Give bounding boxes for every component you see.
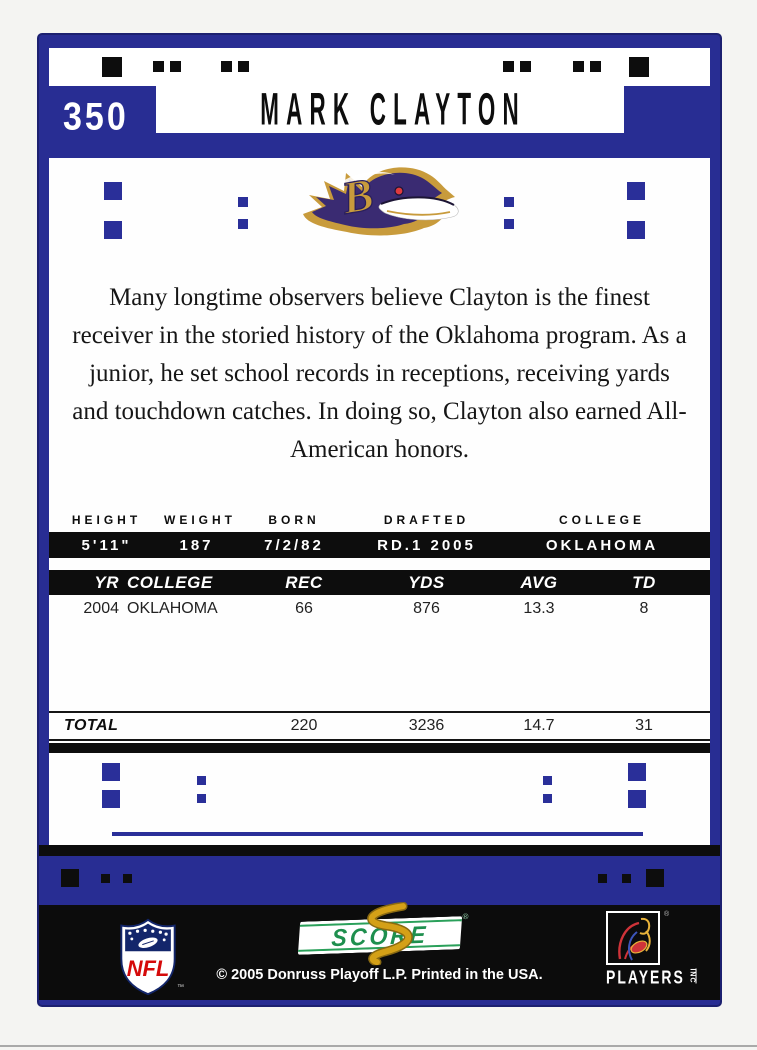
- players-inc-figure-icon: [606, 911, 670, 965]
- score-logo-text: SCORE: [330, 920, 429, 951]
- deco-square: [101, 874, 110, 883]
- deco-square: [573, 61, 584, 72]
- deco-square: [102, 790, 120, 808]
- players-registered-mark: ®: [664, 911, 670, 918]
- bio-value-college: OKLAHOMA: [545, 536, 659, 554]
- deco-square: [627, 182, 645, 200]
- stats-total-row: [49, 714, 710, 738]
- trading-card-back: [37, 33, 722, 1007]
- deco-square: [520, 61, 531, 72]
- stats-header-rec: REC: [285, 572, 323, 592]
- thick-black-bar: [49, 743, 710, 753]
- stat-avg: 13.3: [523, 600, 555, 617]
- footer-bar: [39, 905, 720, 1000]
- players-logo-text: PLAYERS: [606, 966, 685, 988]
- total-yds: 3236: [408, 717, 445, 734]
- total-label: TOTAL: [64, 717, 119, 734]
- total-divider-bottom: [49, 739, 710, 741]
- deco-square: [504, 219, 514, 229]
- nfl-shield-icon: [116, 917, 180, 1002]
- deco-square: [123, 874, 132, 883]
- stat-college: OKLAHOMA: [127, 600, 218, 617]
- score-registered-mark: ®: [461, 911, 469, 922]
- bio-header-row: [49, 510, 710, 530]
- bio-header-weight: WEIGHT: [164, 513, 236, 527]
- deco-square: [628, 790, 646, 808]
- deco-square: [153, 61, 164, 72]
- stats-header-college: COLLEGE: [127, 572, 213, 592]
- stats-header-td: TD: [632, 572, 656, 592]
- bio-header-drafted: DRAFTED: [383, 513, 470, 527]
- black-divider-bar: [39, 845, 720, 856]
- total-divider-top: [49, 711, 710, 713]
- deco-square: [61, 869, 79, 887]
- players-inc-text: INC: [688, 968, 696, 984]
- blue-rule: [112, 832, 643, 836]
- players-wordmark: [606, 966, 716, 988]
- deco-square: [238, 197, 248, 207]
- stat-rec: 66: [295, 600, 313, 617]
- stats-header-yds: YDS: [408, 572, 445, 592]
- player-name: MARK CLAYTON: [260, 83, 527, 134]
- bio-value-born: 7/2/82: [264, 536, 324, 554]
- deco-square: [197, 794, 206, 803]
- stat-yds: 876: [413, 600, 440, 617]
- deco-square: [627, 221, 645, 239]
- name-row: [39, 83, 720, 158]
- deco-square: [622, 874, 631, 883]
- deco-square: [238, 61, 249, 72]
- stats-data-row: [49, 598, 710, 620]
- deco-square: [504, 197, 514, 207]
- deco-square: [102, 763, 120, 781]
- blue-deco-band: [39, 856, 720, 905]
- bio-value-weight: 187: [179, 536, 214, 554]
- deco-square: [503, 61, 514, 72]
- bio-value-drafted: RD.1 2005: [377, 536, 476, 554]
- stats-header-avg: AVG: [520, 572, 558, 592]
- baltimore-ravens-logo-icon: [295, 160, 465, 257]
- nfl-logo-text: NFL: [126, 956, 170, 982]
- players-inc-logo: [606, 911, 716, 988]
- deco-square: [628, 763, 646, 781]
- stat-yr: 2004: [83, 600, 119, 617]
- score-s-swoosh-icon: [334, 901, 426, 971]
- deco-square: [646, 869, 664, 887]
- total-rec: 220: [290, 717, 318, 734]
- deco-square: [598, 874, 607, 883]
- ravens-logo-letter: B: [337, 168, 377, 224]
- scan-edge-line: [0, 1045, 757, 1047]
- deco-square: [543, 794, 552, 803]
- deco-square: [104, 182, 122, 200]
- deco-square: [590, 61, 601, 72]
- deco-square: [629, 57, 649, 77]
- card-number: 350: [63, 95, 129, 139]
- score-logo-icon: [298, 911, 469, 958]
- card-content-panel: [49, 158, 710, 845]
- bio-header-height: HEIGHT: [71, 513, 142, 527]
- deco-square: [104, 221, 122, 239]
- top-deco-strip: [49, 48, 710, 86]
- deco-square: [170, 61, 181, 72]
- copyright-text: © 2005 Donruss Playoff L.P. Printed in the USA.: [216, 967, 543, 983]
- deco-square: [197, 776, 206, 785]
- bio-value-bar: [49, 532, 710, 558]
- stats-header-yr: YR: [94, 572, 119, 592]
- deco-square: [102, 57, 122, 77]
- deco-square: [543, 776, 552, 785]
- total-td: 31: [635, 717, 653, 734]
- player-bio-text: Many longtime observers believe Clayton is the finest receiver in the storied history of the Oklahoma program. As a junior, he set school records in receptions, receiving yards and touchdown catches. In doing so, Clayton also earned All-American honors.: [72, 284, 687, 463]
- deco-square: [238, 219, 248, 229]
- deco-square: [221, 61, 232, 72]
- nfl-trademark: ™: [177, 984, 184, 991]
- player-name-band: [156, 83, 624, 134]
- bio-value-height: 5'11": [81, 536, 132, 554]
- total-avg: 14.7: [523, 717, 555, 734]
- stat-td: 8: [639, 600, 649, 617]
- stats-header-row: [49, 570, 710, 595]
- bio-header-college: COLLEGE: [558, 513, 645, 527]
- bio-header-born: BORN: [268, 513, 320, 527]
